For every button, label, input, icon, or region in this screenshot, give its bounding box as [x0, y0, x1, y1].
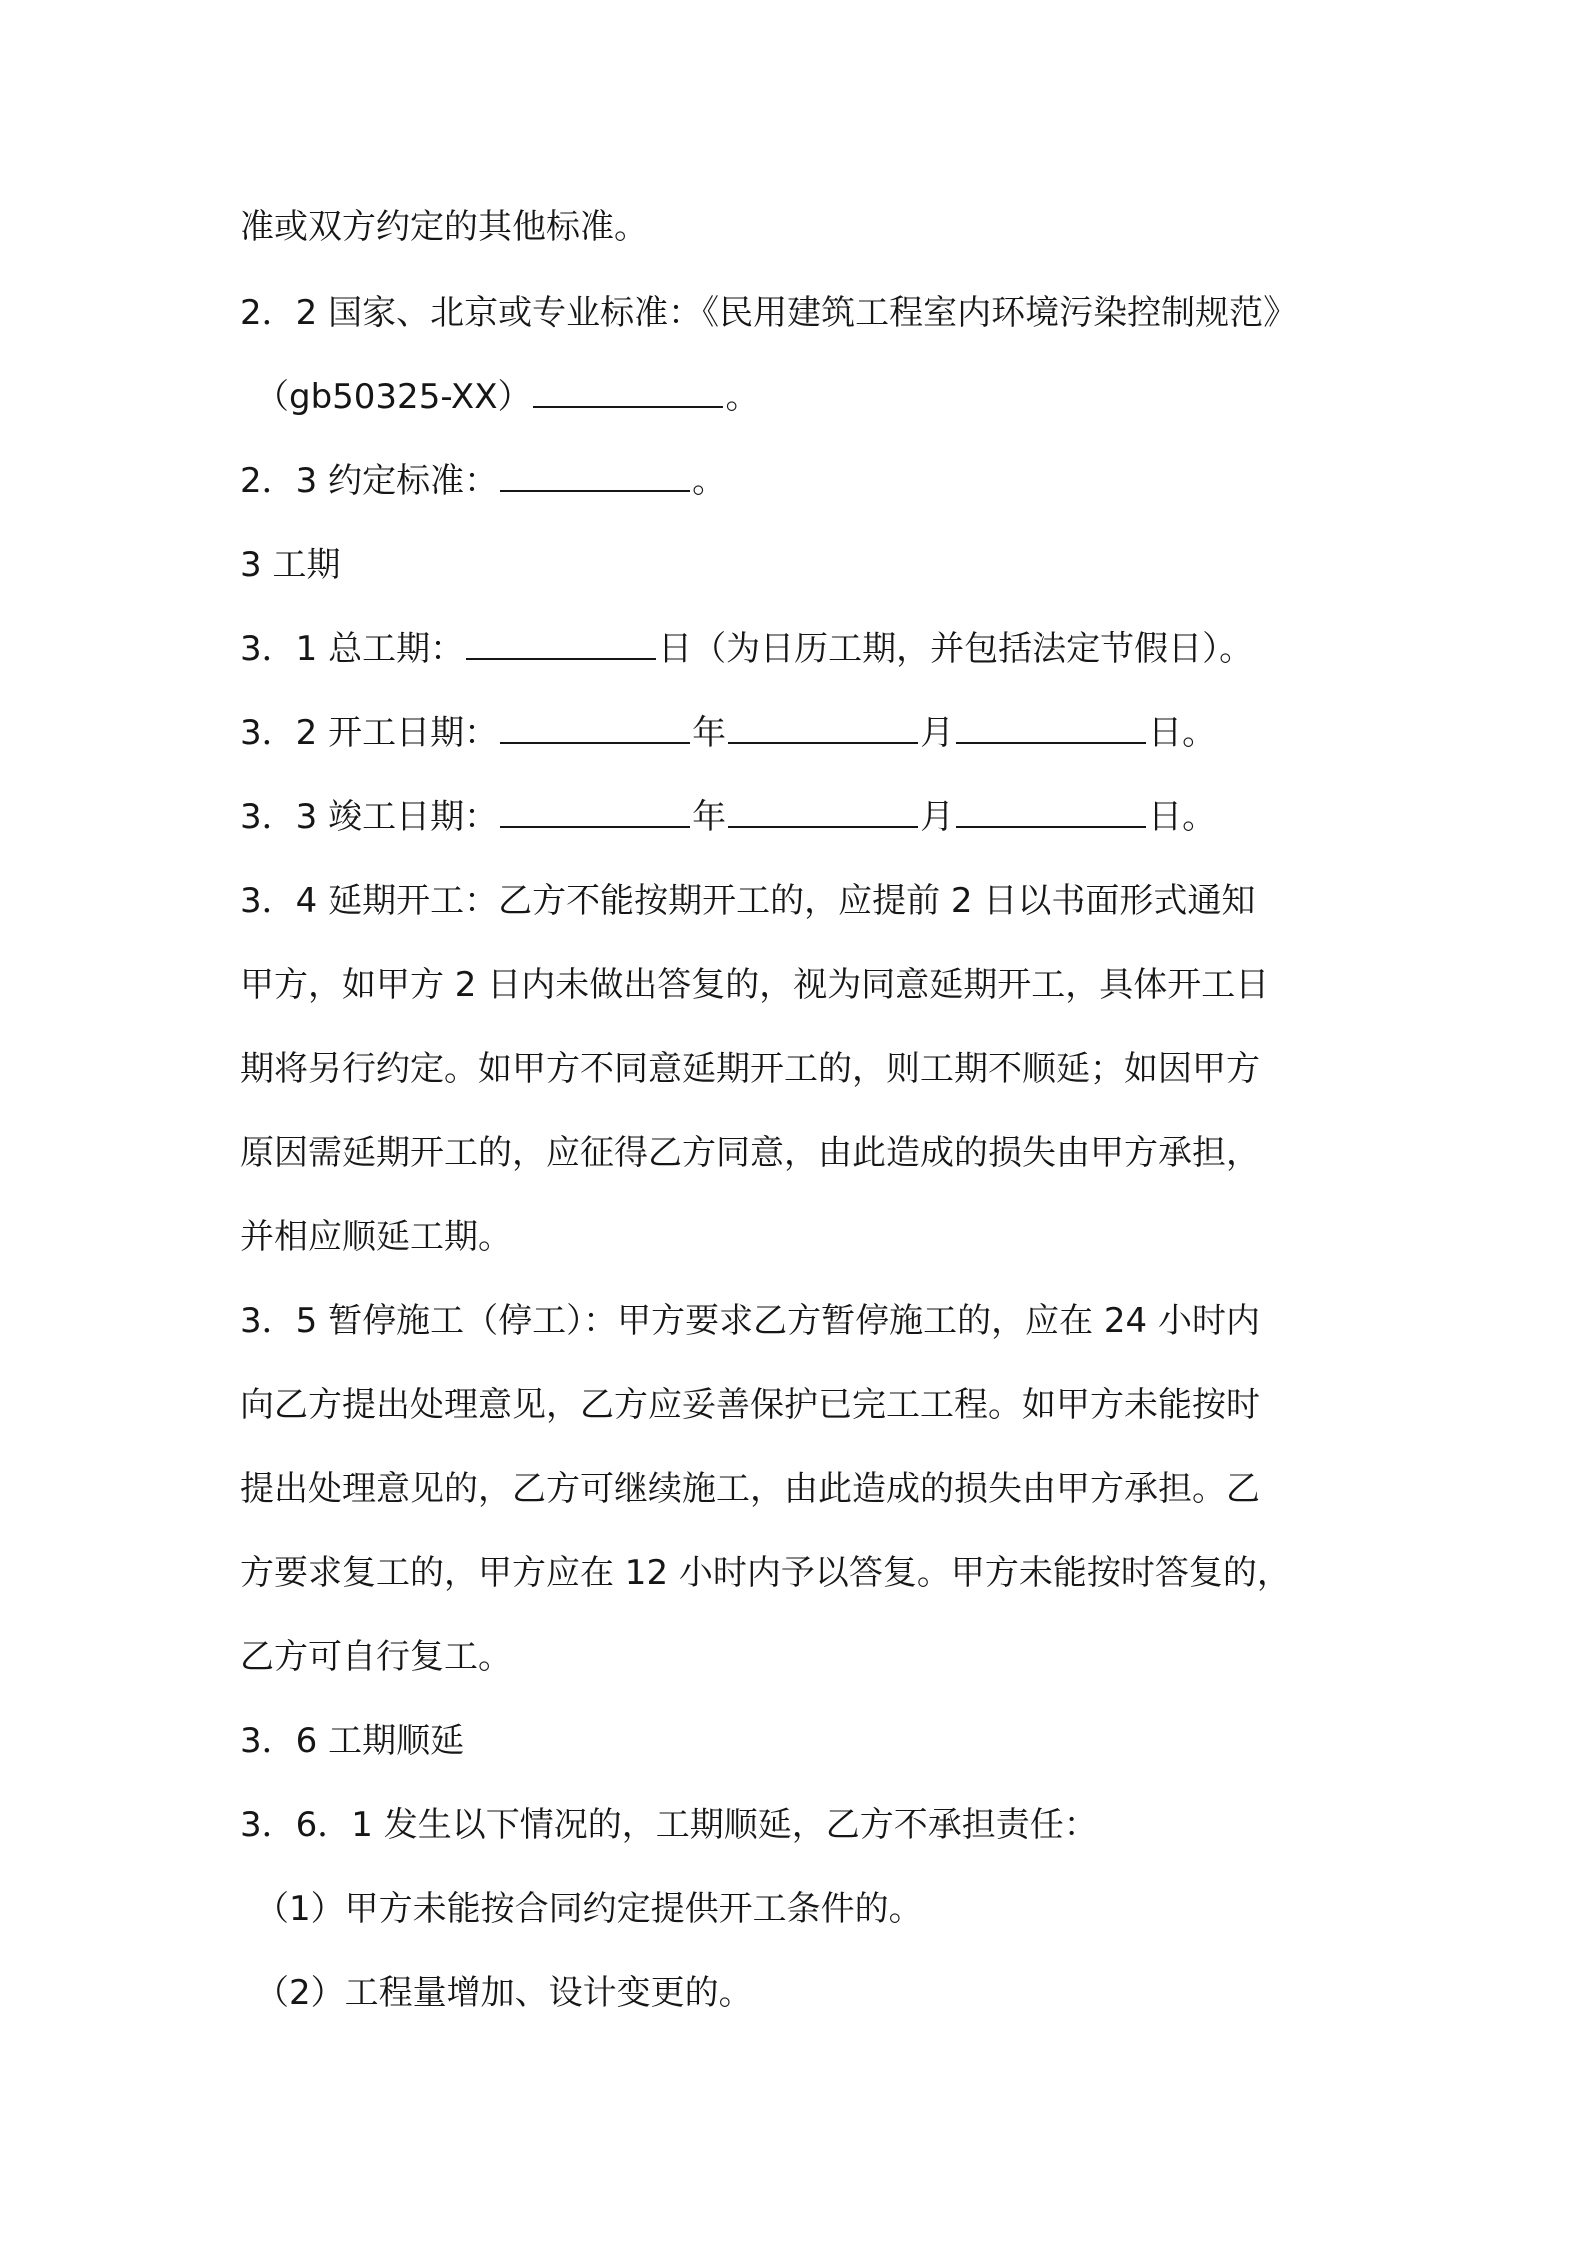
line-text: 3．6．1 发生以下情况的，工期顺延，乙方不承担责任：: [240, 1805, 1098, 1845]
line-text: （gb50325-XX）: [255, 377, 532, 417]
line-text: 日（为日历工期，并包括法定节假日）。: [658, 629, 1254, 669]
line-text: 方要求复工的，甲方应在 12 小时内予以答复。甲方未能按时答复的，: [240, 1553, 1291, 1593]
text-line: [240, 1123, 1360, 1183]
text-line: [240, 1375, 1360, 1435]
blank-field: [956, 706, 1146, 744]
text-line: [240, 451, 1360, 511]
line-text: 向乙方提出处理意见，乙方应妥善保护已完工工程。如甲方未能按时: [240, 1385, 1260, 1425]
year-unit: 年: [692, 797, 727, 837]
line-text: 3．2 开工日期：: [240, 713, 499, 753]
list-item: [255, 1879, 1375, 1939]
line-text: 3．1 总工期：: [240, 629, 465, 669]
text-line: [240, 787, 1360, 847]
line-text: 原因需延期开工的，应征得乙方同意，由此造成的损失由甲方承担，: [240, 1133, 1260, 1173]
text-line: [240, 955, 1360, 1015]
blank-field: [956, 790, 1146, 828]
line-text: 3．6 工期顺延: [240, 1721, 465, 1761]
text-line: [240, 1039, 1360, 1099]
line-text: 期将另行约定。如甲方不同意延期开工的，则工期不顺延；如因甲方: [240, 1049, 1260, 1089]
blank-field: [500, 706, 690, 744]
blank-field: [466, 622, 656, 660]
line-text: （2）工程量增加、设计变更的。: [255, 1973, 753, 2013]
day-unit: 日。: [1148, 797, 1217, 837]
section-heading: [240, 535, 1360, 595]
line-text: 并相应顺延工期。: [240, 1217, 512, 1257]
blank-field: [500, 454, 690, 492]
line-text: 2．2 国家、北京或专业标准：《民用建筑工程室内环境污染控制规范》: [240, 293, 1298, 333]
month-unit: 月: [920, 713, 955, 753]
line-text: 2．3 约定标准：: [240, 461, 499, 501]
blank-field: [500, 790, 690, 828]
text-line: [240, 1291, 1360, 1351]
month-unit: 月: [920, 797, 955, 837]
text-line: [240, 1207, 1360, 1267]
text-line: [240, 703, 1360, 763]
punctuation: 。: [692, 461, 727, 501]
blank-field: [728, 790, 918, 828]
text-line: [240, 1459, 1360, 1519]
text-line: [240, 619, 1360, 679]
year-unit: 年: [692, 713, 727, 753]
line-text: 3 工期: [240, 545, 341, 585]
text-line: [240, 1627, 1360, 1687]
text-line: [240, 1795, 1360, 1855]
line-text: 准或双方约定的其他标准。: [240, 207, 648, 247]
line-text: 乙方可自行复工。: [240, 1637, 512, 1677]
line-text: 提出处理意见的，乙方可继续施工，由此造成的损失由甲方承担。乙: [240, 1469, 1260, 1509]
text-line: [240, 1543, 1360, 1603]
line-text: 3．4 延期开工：乙方不能按期开工的，应提前 2 日以书面形式通知: [240, 881, 1256, 921]
text-line: [240, 871, 1360, 931]
day-unit: 日。: [1148, 713, 1217, 753]
text-line: [240, 197, 1360, 257]
line-text: （1）甲方未能按合同约定提供开工条件的。: [255, 1889, 923, 1929]
blank-field: [728, 706, 918, 744]
blank-field: [533, 370, 723, 408]
text-line: [240, 283, 1360, 343]
punctuation: 。: [725, 377, 760, 417]
line-text: 甲方，如甲方 2 日内未做出答复的，视为同意延期开工，具体开工日: [240, 965, 1270, 1005]
line-text: 3．5 暂停施工（停工）：甲方要求乙方暂停施工的，应在 24 小时内: [240, 1301, 1260, 1341]
list-item: [255, 1963, 1375, 2023]
line-text: 3．3 竣工日期：: [240, 797, 499, 837]
section-heading: [240, 1711, 1360, 1771]
text-line: [255, 367, 1375, 427]
